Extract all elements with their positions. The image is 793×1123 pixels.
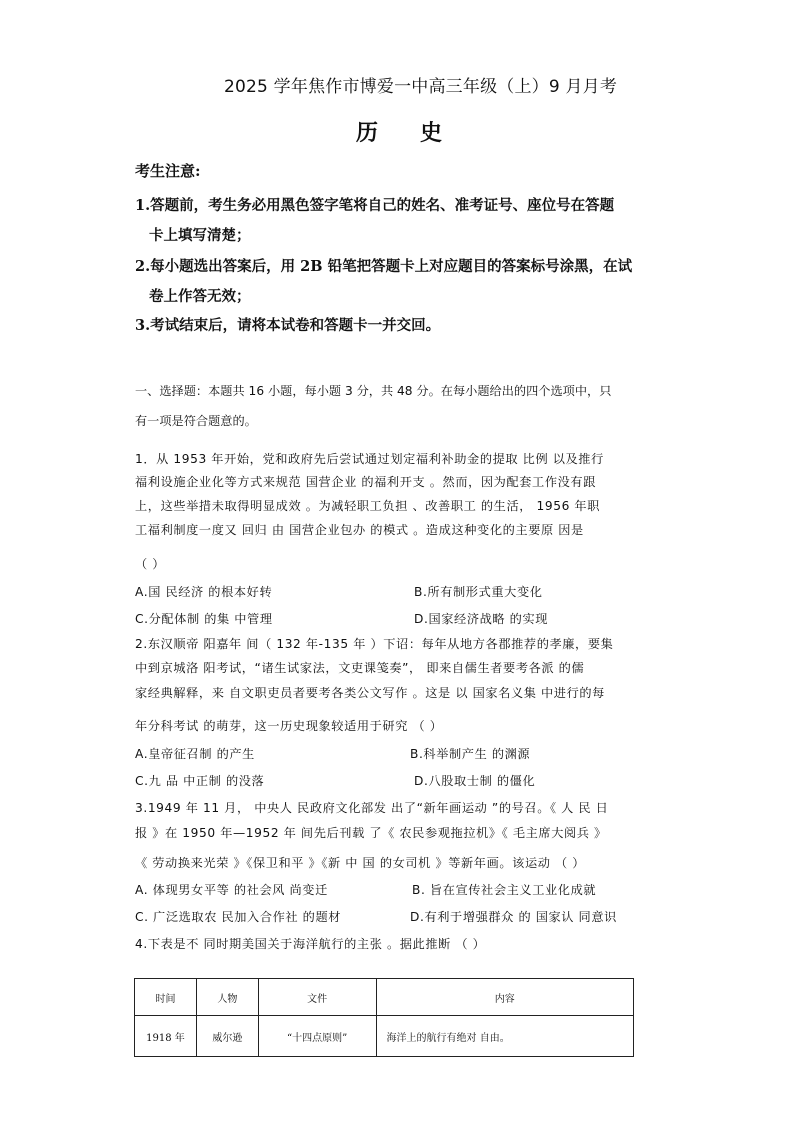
- question-2-line: 家经典解释，来 自文职吏员者要考各类公文写作 。这是 以 国家名义集 中进行的每: [135, 686, 605, 700]
- table-header-row: [135, 979, 634, 1016]
- notice-item: 卡上填写清楚；: [149, 227, 251, 244]
- table-header-cell: 人物: [196, 979, 258, 1016]
- question-1-option-c: C.分配体制 的集 中管理: [135, 612, 273, 626]
- notice-item: 3.考试结束后，请将本试卷和答题卡一并交回。: [135, 317, 441, 334]
- subject-title: 历史: [356, 120, 485, 146]
- question-1-option-b: B.所有制形式重大变化: [414, 585, 543, 599]
- question-1-option-a: A.国 民经济 的根本好转: [135, 585, 273, 599]
- question-1-line: 上，这些举措未取得明显成效 。为减轻职工负担 、改善职工 的生活， 1956 年职: [135, 499, 600, 513]
- question-2-option-a: A.皇帝征召制 的产生: [135, 747, 255, 761]
- question-4-table: [134, 978, 634, 1057]
- section-intro: 有一项是符合题意的。: [135, 414, 257, 428]
- question-2-option-b: B.科举制产生 的渊源: [410, 747, 531, 761]
- question-3-line: 报 》在 1950 年—1952 年 间先后刊载 了《 农民参观拖拉机》《 毛主席大阅兵 》: [135, 826, 607, 840]
- question-3-option-b: B. 旨在宣传社会主义工业化成就: [412, 883, 597, 897]
- question-1-line: 福利设施企业化等方式来规范 国营企业 的福利开支 。然而，因为配套工作没有跟: [135, 475, 596, 489]
- question-1-line: 工福利制度一度又 回归 由 国营企业包办 的模式 。造成这种变化的主要原 因是: [135, 523, 584, 537]
- question-2-line: 中到京城洛 阳考试，“诸生试家法，文吏课笺奏”， 即来自儒生者要考各派 的儒: [135, 661, 585, 675]
- exam-title: 2025 学年焦作市博爱一中高三年级（上）9 月月考: [224, 77, 618, 97]
- table-cell: 海洋上的航行有绝对 自由。: [376, 1016, 633, 1057]
- notice-item: 卷上作答无效；: [149, 288, 251, 305]
- question-2-line: 年分科考试 的萌芽，这一历史现象较适用于研究 （ ）: [135, 719, 443, 733]
- section-intro: 一、选择题：本题共 16 小题，每小题 3 分，共 48 分。在每小题给出的四个选项中，只: [135, 384, 612, 398]
- question-3-line: 《 劳动换来光荣 》《保卫和平 》《新 中 国 的女司机 》等新年画。该运动 （ ）: [135, 856, 586, 870]
- question-1-line: 1．从 1953 年开始，党和政府先后尝试通过划定福利补助金的提取 比例 以及推行: [135, 452, 604, 466]
- question-2-option-c: C.九 品 中正制 的没落: [135, 774, 265, 788]
- question-3-option-a: A. 体现男女平等 的社会风 尚变迁: [135, 883, 328, 897]
- question-4-line: 4.下表是不 同时期美国关于海洋航行的主张 。据此推断 （ ）: [135, 937, 486, 951]
- question-2-line: 2.东汉顺帝 阳嘉年 间（ 132 年-135 年 ）下诏：每年从地方各郡推荐的孝廉，要集: [135, 637, 614, 651]
- question-2-option-d: D.八股取士制 的僵化: [414, 774, 536, 788]
- question-3-line: 3.1949 年 11 月， 中央人 民政府文化部发 出了“新年画运动 ”的号召。《 人 民 日: [135, 801, 609, 815]
- notice-item: 1.答题前，考生务必用黑色签字笔将自己的姓名、准考证号、座位号在答题: [135, 197, 615, 214]
- question-3-option-c: C. 广泛选取农 民加入合作社 的题材: [135, 910, 342, 924]
- table-header-cell: 时间: [135, 979, 197, 1016]
- table-cell: 威尔逊: [196, 1016, 258, 1057]
- question-3-option-d: D.有利于增强群众 的 国家认 同意识: [410, 910, 617, 924]
- question-1-line: （ ）: [135, 557, 166, 571]
- notice-heading: 考生注意:: [135, 162, 201, 180]
- table-cell: 1918 年: [135, 1016, 197, 1057]
- table-header-cell: 内容: [376, 979, 633, 1016]
- table-row: [135, 1016, 634, 1057]
- notice-item: 2.每小题选出答案后，用 2B 铅笔把答题卡上对应题目的答案标号涂黑，在试: [135, 258, 633, 275]
- table-header-cell: 文件: [258, 979, 376, 1016]
- table-cell: “十四点原则”: [258, 1016, 376, 1057]
- question-1-option-d: D.国家经济战略 的实现: [414, 612, 549, 626]
